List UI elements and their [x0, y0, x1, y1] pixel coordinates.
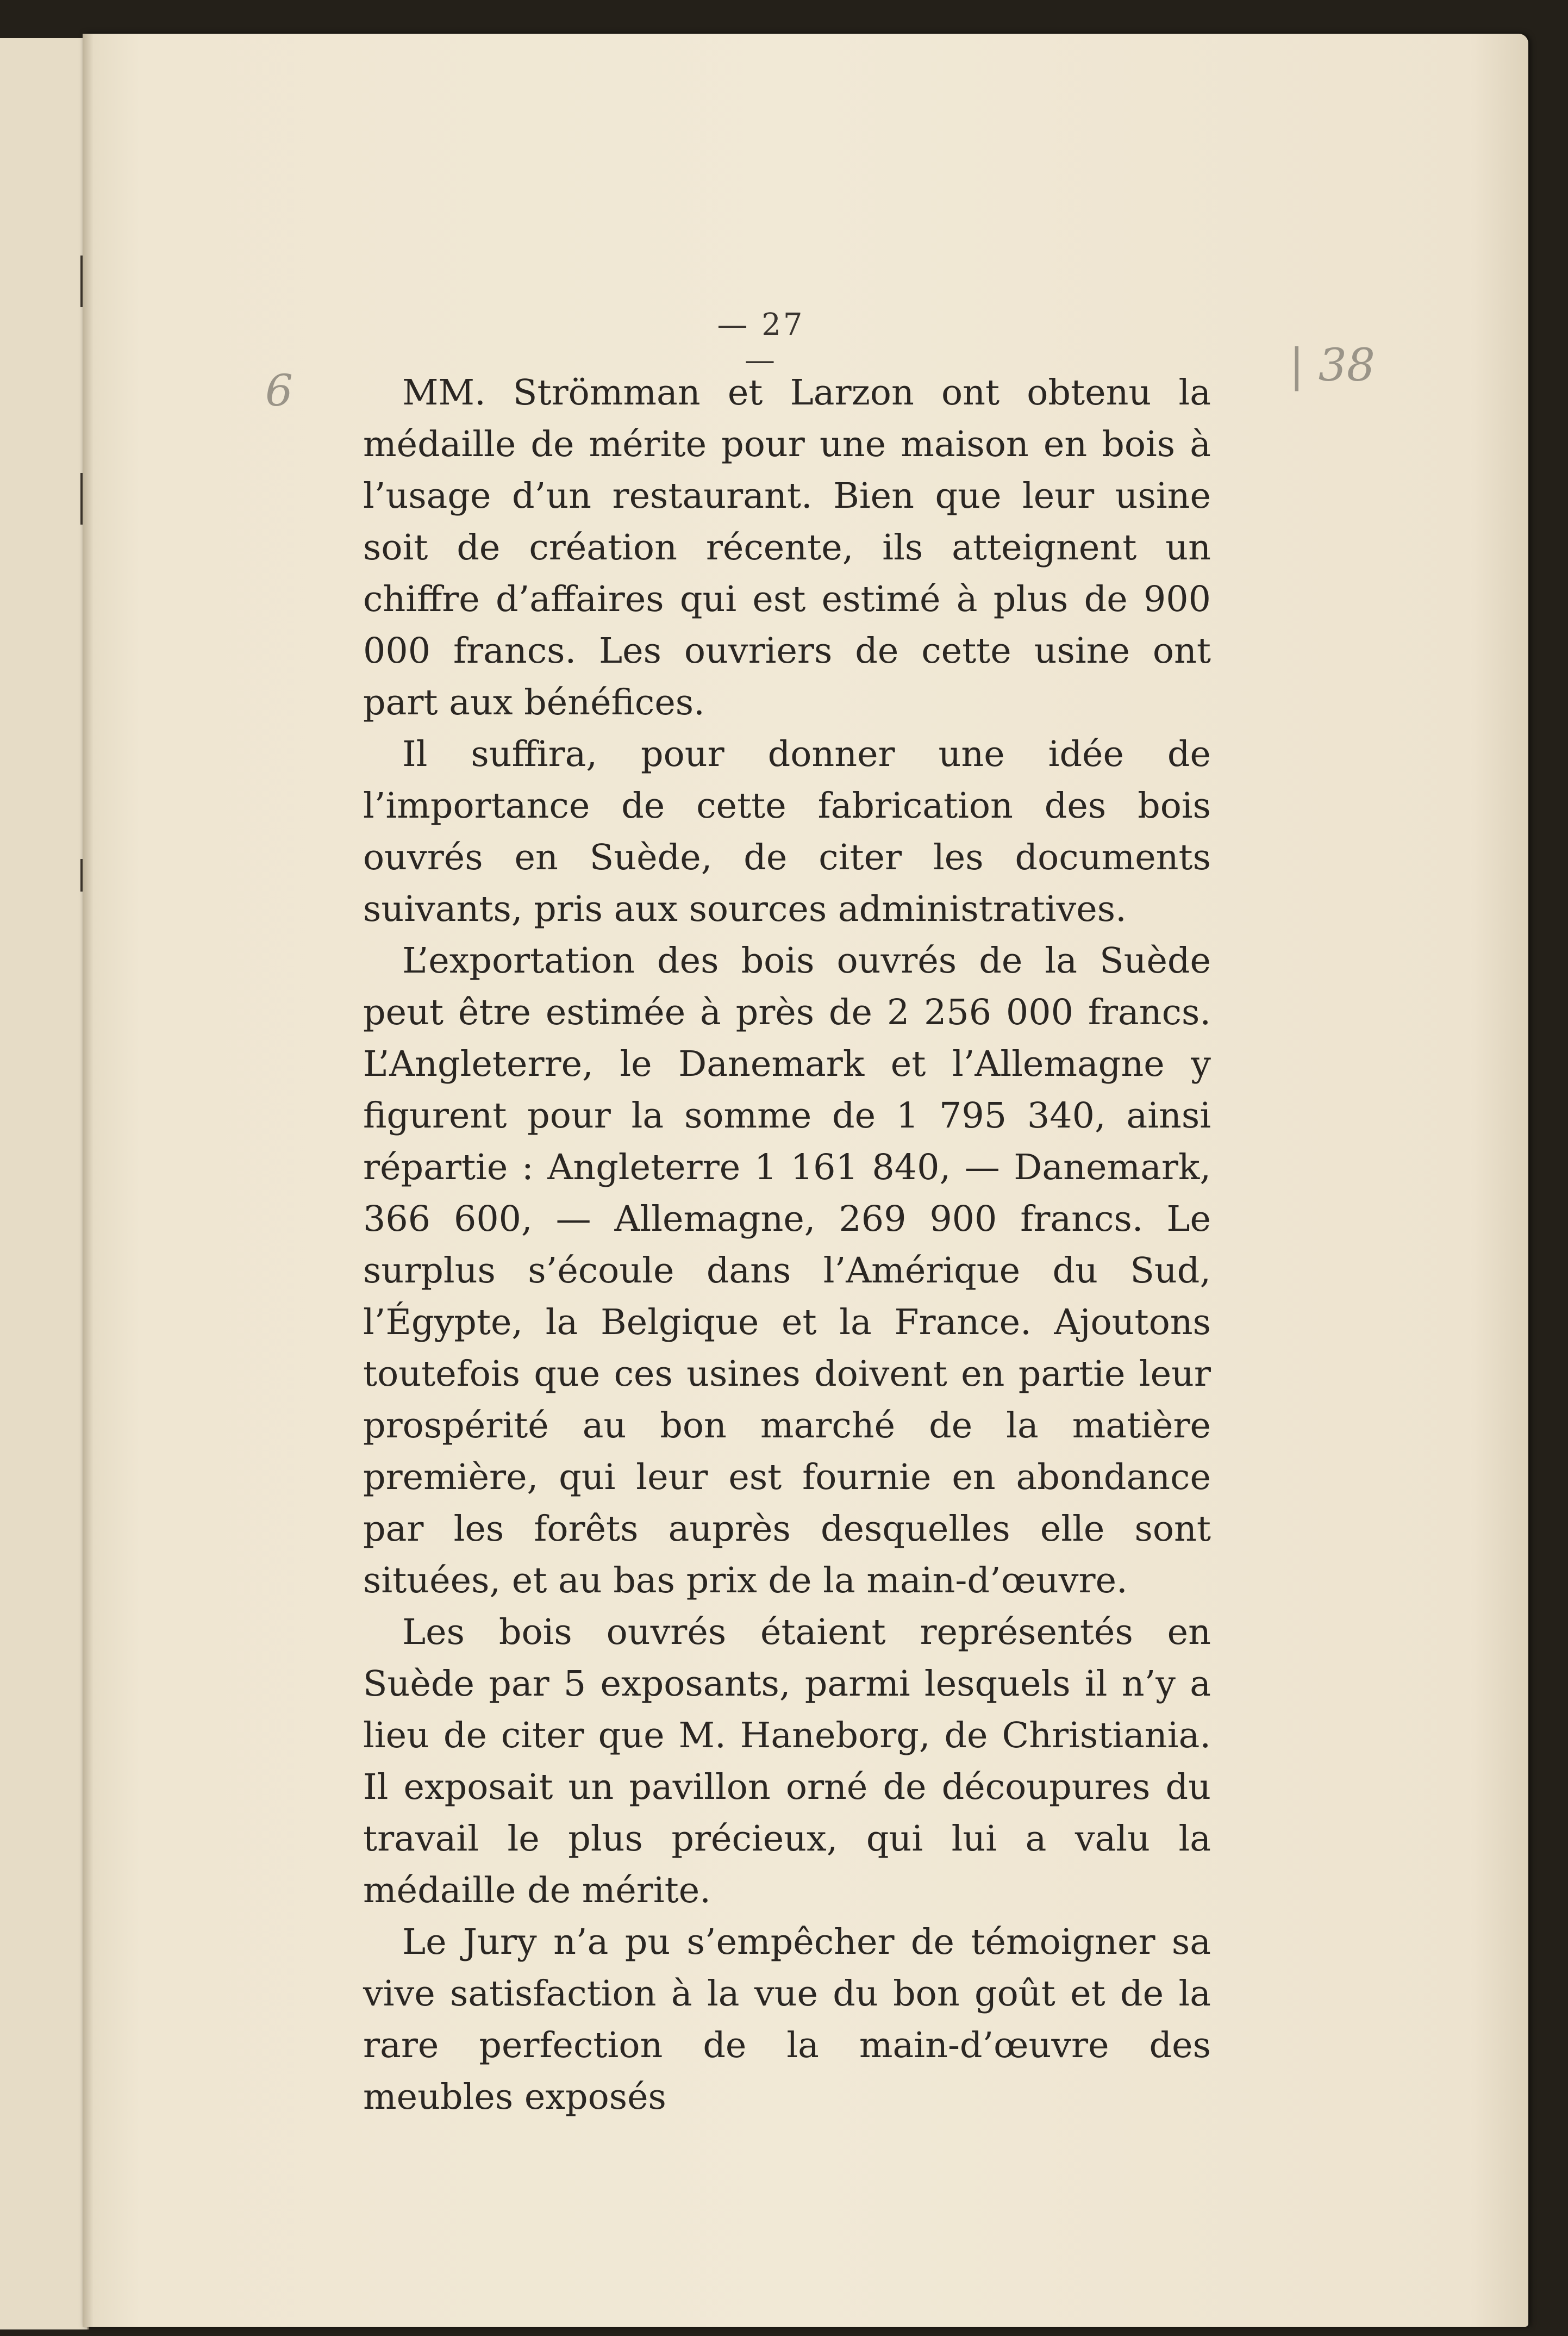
page-gutter-shadow [83, 34, 93, 2327]
paragraph: MM. Strömman et Larzon ont obtenu la médaille de mérite pour une maison en bois à l’usage d’un restaurant. Bien que leur usine soit de création récente, ils atteignent un chiffre d’affaires qui est estimé à plus de 900 000 francs. Les ouvriers de cette usine ont part aux bénéfices. [363, 372, 1211, 723]
paragraph: Le Jury n’a pu s’empêcher de témoigner sa vive satisfaction à la vue du bon goût et de la rare perfection de la main-d’œuvre des meubles exposés [363, 1922, 1211, 2117]
previous-page-edge [0, 38, 89, 2329]
paragraph: Les bois ouvrés étaient représentés en Suède par 5 exposants, parmi lesquels il n’y a lieu de citer que M. Haneborg, de Christiania. Il exposait un pavillon orné de découpures du travail le plus précieux, qui lui a valu la médaille de mérite. [363, 1612, 1211, 1911]
paragraph: Il suffira, pour donner une idée de l’importance de cette fabrication des bois ouvrés en Suède, de citer les documents suivants, pris aux sources administratives. [363, 734, 1211, 930]
edge-mark [80, 473, 83, 525]
body-text [363, 367, 1211, 2123]
margin-note-right: | 38 [1289, 340, 1376, 391]
edge-mark [80, 256, 83, 307]
paragraph: L’exportation des bois ouvrés de la Suède peut être estimée à près de 2 256 000 francs. L’Angleterre, le Danemark et l’Allemagne y figurent pour la somme de 1 795 340, ainsi répartie : Angleterre 1 161 840, — Danemark, 366 600, — Allemagne, 269 900 francs. Le surplus s’écoule dans l’Amérique du Sud, l’Égypte, la Belgique et la France. Ajoutons toutefois que ces usines doivent en partie leur prospérité au bon marché de la matière première, qui leur est fournie en abondance par les forêts auprès desquelles elle sont situées, et au bas prix de la main-d’œuvre. [363, 940, 1211, 1601]
page-number: — 27 — [717, 307, 805, 378]
margin-note-left: 6 [265, 365, 293, 416]
edge-mark [80, 859, 83, 892]
